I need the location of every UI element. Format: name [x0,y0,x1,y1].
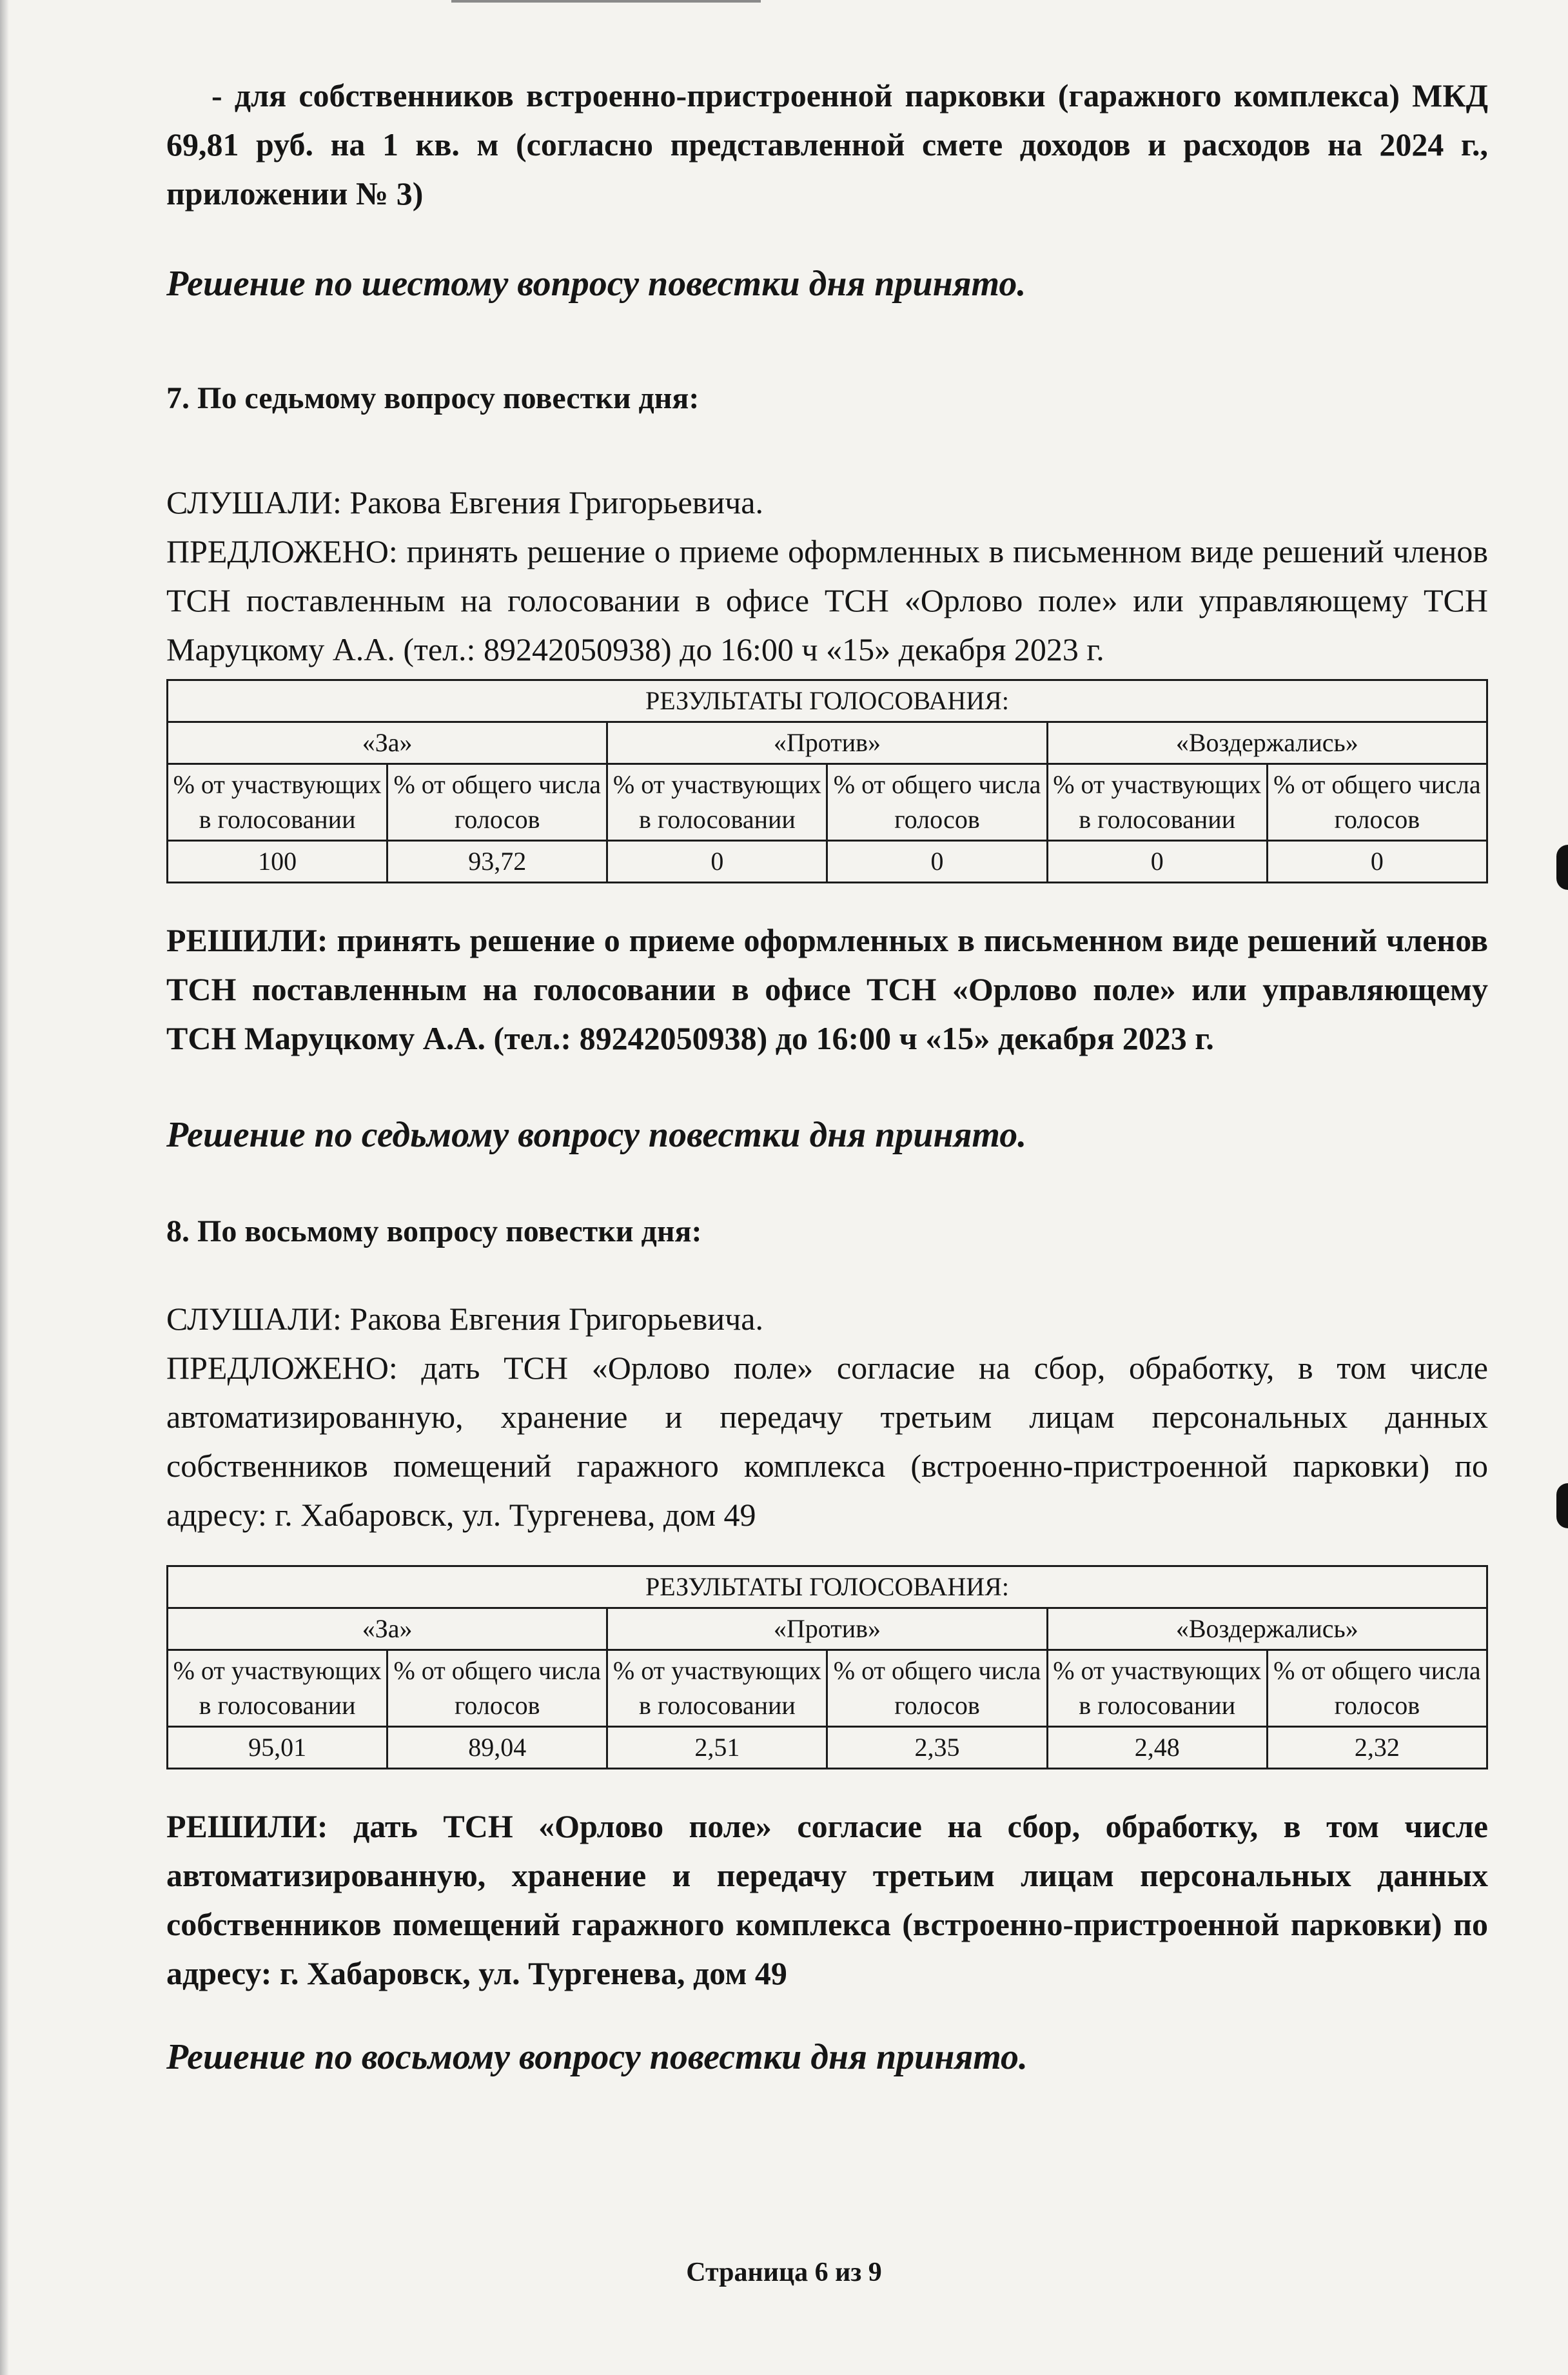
resolved-text: дать ТСН «Орлово поле» согласие на сбор, обработку, в том числе автоматизированную, хранение и передачу третьим лицам персональных данных собственников помещений гаражного комплекса (встроенно-пристроенной парковки) по адресу: г. Хабаровск, ул. Тургенева, дом 49 [166,1808,1488,1991]
subheader-cell: % от участвующих в голосовании [168,764,387,841]
value-cell: 0 [827,841,1047,883]
section-7-proposed: ПРЕДЛОЖЕНО: принять решение о приеме оформленных в письменном виде решений членов ТСН поставленным на голосовании в офисе ТСН «Орлово поле» или управляющему ТСН Маруцкому А.А. (тел.: 89242050938) до 16:00 ч «15» декабря 2023 г. [166,533,1488,667]
section-8-proposed: ПРЕДЛОЖЕНО: дать ТСН «Орлово поле» согласие на сбор, обработку, в том числе автоматизированную, хранение и передачу третьим лицам персональных данных собственников помещений гаражного комплекса (встроенно-пристроенной парковки) по адресу: г. Хабаровск, ул. Тургенева, дом 49 [166,1350,1488,1533]
vote-table-title: РЕЗУЛЬТАТЫ ГОЛОСОВАНИЯ: [168,680,1487,722]
vote-table-group-row [168,722,1487,764]
subheader-cell: % от общего числа голосов [827,1650,1047,1727]
value-cell: 2,48 [1047,1727,1267,1769]
section-8-heading: 8. По восьмому вопросу повестки дня: [166,1214,702,1248]
scan-edge-mark [1556,1483,1568,1528]
page-number: Страница 6 из 9 [686,2258,882,2287]
section-8-heard: СЛУШАЛИ: Ракова Евгения Григорьевича. [166,1301,763,1337]
vote-table-group-row [168,1608,1487,1650]
decision-7: Решение по седьмому вопросу повестки дня принято. [166,1115,1027,1155]
vote-table-values-row [168,841,1487,883]
value-cell: 0 [1047,841,1267,883]
vote-table-values-row [168,1727,1487,1769]
group-for: «За» [168,1608,607,1650]
decision-6: Решение по шестому вопросу повестки дня принято. [166,264,1026,304]
subheader-cell: % от участвующих в голосовании [168,1650,387,1727]
subheader-cell: % от общего числа голосов [387,1650,607,1727]
subheader-cell: % от общего числа голосов [1267,1650,1487,1727]
section-7-heard: СЛУШАЛИ: Ракова Евгения Григорьевича. [166,484,763,520]
group-abstained: «Воздержались» [1047,722,1487,764]
resolved-label: РЕШИЛИ: [166,1808,328,1844]
subheader-cell: % от общего числа голосов [387,764,607,841]
value-cell: 2,51 [607,1727,827,1769]
value-cell: 100 [168,841,387,883]
resolved-label: РЕШИЛИ: [166,922,328,958]
subheader-cell: % от общего числа голосов [827,764,1047,841]
scan-edge-shadow [0,0,9,2375]
vote-table-title: РЕЗУЛЬТАТЫ ГОЛОСОВАНИЯ: [168,1566,1487,1608]
value-cell: 95,01 [168,1727,387,1769]
vote-table-8 [166,1565,1488,1769]
section-7-resolved [166,916,1488,1063]
scan-top-mark [451,0,761,3]
value-cell: 89,04 [387,1727,607,1769]
section-8-resolved [166,1802,1488,1998]
subheader-cell: % от общего числа голосов [1267,764,1487,841]
document-content [166,71,1488,2078]
value-cell: 2,35 [827,1727,1047,1769]
vote-table-subheader-row [168,1650,1487,1727]
section-7-heading: 7. По седьмому вопросу повестки дня: [166,381,700,415]
vote-table-7 [166,679,1488,883]
vote-table-subheader-row [168,764,1487,841]
group-abstained: «Воздержались» [1047,1608,1487,1650]
value-cell: 0 [607,841,827,883]
vote-table-title-row [168,680,1487,722]
scan-edge-mark [1556,845,1568,890]
vote-table-title-row [168,1566,1487,1608]
value-cell: 0 [1267,841,1487,883]
decision-8: Решение по восьмому вопросу повестки дня принято. [166,2037,1028,2077]
value-cell: 2,32 [1267,1727,1487,1769]
subheader-cell: % от участвующих в голосовании [607,764,827,841]
intro-paragraph: - для собственников встроенно-пристроенной парковки (гаражного комплекса) МКД 69,81 руб. на 1 кв. м (согласно представленной смете доходов и расходов на 2024 г., приложении № 3) [166,77,1488,212]
subheader-cell: % от участвующих в голосовании [1047,1650,1267,1727]
value-cell: 93,72 [387,841,607,883]
group-against: «Против» [607,1608,1047,1650]
subheader-cell: % от участвующих в голосовании [1047,764,1267,841]
resolved-text: принять решение о приеме оформленных в письменном виде решений членов ТСН поставленным на голосовании в офисе ТСН «Орлово поле» или управляющему ТСН Маруцкому А.А. (тел.: 89242050938) до 16:00 ч «15» декабря 2023 г. [166,922,1488,1056]
group-for: «За» [168,722,607,764]
group-against: «Против» [607,722,1047,764]
subheader-cell: % от участвующих в голосовании [607,1650,827,1727]
